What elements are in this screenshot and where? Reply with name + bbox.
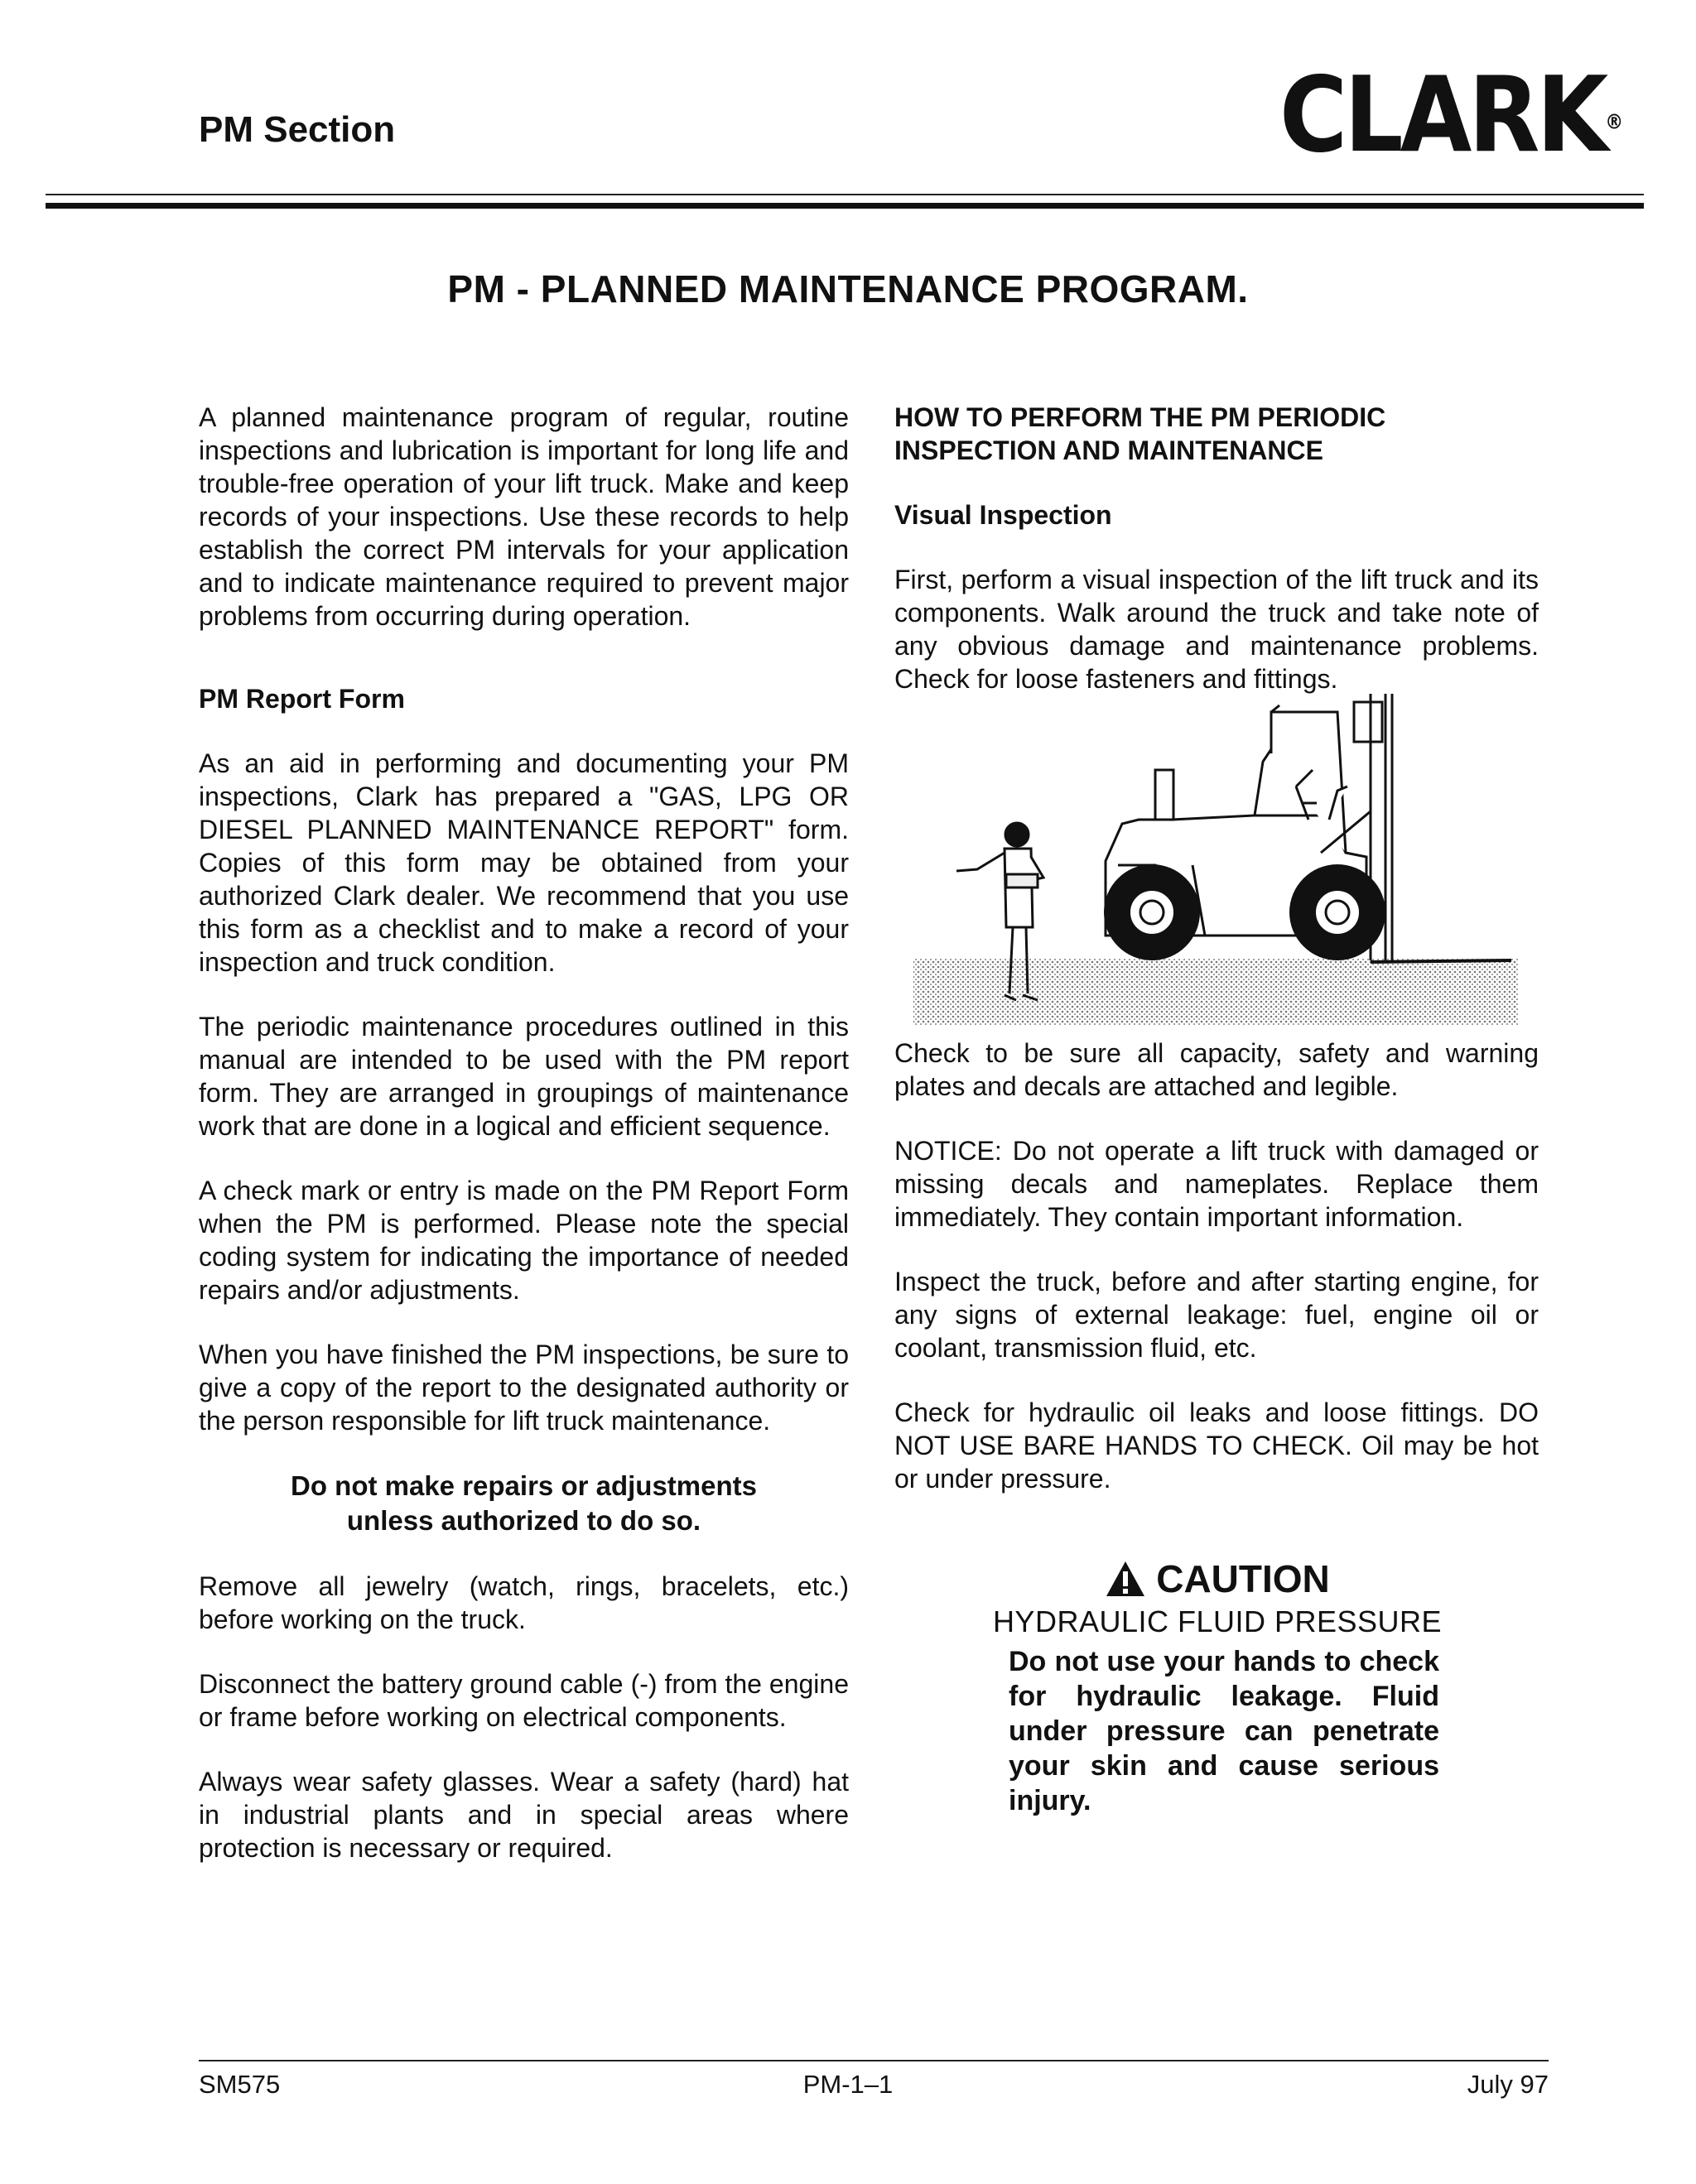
report-form-paragraph: As an aid in performing and documenting your PM inspections, Clark has prepared a "GAS, LPG OR DIESEL PLANNED MAINTENANCE REPORT" form. Copies of this form may be obtained from your authorized Clark dealer. We recommend that you use this form as a checklist and to make a record of your inspection and truck condition. <box>199 748 849 977</box>
rear-wheel <box>1289 864 1385 960</box>
intro-paragraph: A planned maintenance program of regular, routine inspections and lubrication is important for long life and trouble-free operation of your lift truck. Make and keep records of your inspections. Use these records to help establish the correct PM intervals for your application and to indicate maintenance required to prevent major problems from occurring during operation. <box>199 402 849 631</box>
front-wheel <box>1104 864 1200 960</box>
plates-paragraph: Check to be sure all capacity, safety and warning plates and decals are attached and legible. <box>894 1038 1539 1101</box>
authorization-warning-line2: unless authorized to do so. <box>346 1505 701 1536</box>
hydraulic-paragraph: Check for hydraulic oil leaks and loose fittings. DO NOT USE BARE HANDS TO CHECK. Oil may be hot or under pressure. <box>894 1397 1539 1494</box>
safety-glasses-paragraph: Always wear safety glasses. Wear a safety (hard) hat in industrial plants and in special areas where protection is necessary or required. <box>199 1767 849 1863</box>
header-rule-thick <box>46 203 1644 209</box>
forklift-inspection-illustration <box>907 687 1528 1027</box>
caution-title-text: CAUTION <box>1156 1557 1330 1600</box>
authorization-warning <box>199 1469 849 1538</box>
pm-report-form-heading: PM Report Form <box>199 684 405 714</box>
caution-title <box>977 1556 1458 1601</box>
caution-body: Do not use your hands to check for hydraulic leakage. Fluid under pressure can penetrate your skin and cause serious injury. <box>1009 1646 1439 1816</box>
notice-paragraph: NOTICE: Do not operate a lift truck with damaged or missing decals and nameplates. Replace them immediately. They contain important information. <box>894 1136 1539 1232</box>
procedures-paragraph: The periodic maintenance procedures outlined in this manual are intended to be used with the PM report form. They are arranged in groupings of maintenance work that are done in a logical and efficient sequence. <box>199 1012 849 1141</box>
registered-mark: ® <box>1605 111 1621 134</box>
section-label: PM Section <box>199 109 396 150</box>
footer-date: July 97 <box>1467 2070 1549 2099</box>
battery-paragraph: Disconnect the battery ground cable (-) from the engine or frame before working on electrical components. <box>199 1669 849 1732</box>
finished-paragraph: When you have finished the PM inspections, be sure to give a copy of the report to the designated authority or the person responsible for lift truck maintenance. <box>199 1340 849 1436</box>
jewelry-paragraph: Remove all jewelry (watch, rings, bracelets, etc.) before working on the truck. <box>199 1571 849 1634</box>
warning-triangle-icon <box>1105 1560 1146 1598</box>
check-mark-paragraph: A check mark or entry is made on the PM Report Form when the PM is performed. Please note the special coding system for indicating the importance of needed repairs and/or adjustments. <box>199 1176 849 1305</box>
leakage-paragraph: Inspect the truck, before and after starting engine, for any signs of external leakage: fuel, engine oil or coolant, transmission fluid, etc. <box>894 1267 1539 1363</box>
floor-shading <box>913 959 1518 1025</box>
visual-inspection-heading: Visual Inspection <box>894 500 1112 530</box>
left-column <box>199 401 849 1896</box>
footer-page-number: PM-1–1 <box>802 2070 894 2099</box>
clark-logo <box>1279 55 1621 176</box>
header-rule-thin <box>46 194 1644 195</box>
how-to-heading: HOW TO PERFORM THE PM PERIODIC INSPECTION AND MAINTENANCE <box>894 402 1386 465</box>
page-title: PM - PLANNED MAINTENANCE PROGRAM. <box>447 267 1249 310</box>
logo-text: CLARK <box>1279 55 1606 176</box>
visual-inspection-paragraph: First, perform a visual inspection of the lift truck and its components. Walk around the truck and take note of any obvious damage and maintenance problems. Check for loose fasteners and fittings. <box>894 565 1539 694</box>
footer-rule <box>199 2060 1549 2061</box>
caution-subtitle: HYDRAULIC FLUID PRESSURE <box>992 1604 1443 1638</box>
authorization-warning-line1: Do not make repairs or adjustments <box>291 1470 757 1501</box>
caution-box <box>977 1556 1458 1818</box>
footer-doc-number: SM575 <box>199 2070 281 2099</box>
